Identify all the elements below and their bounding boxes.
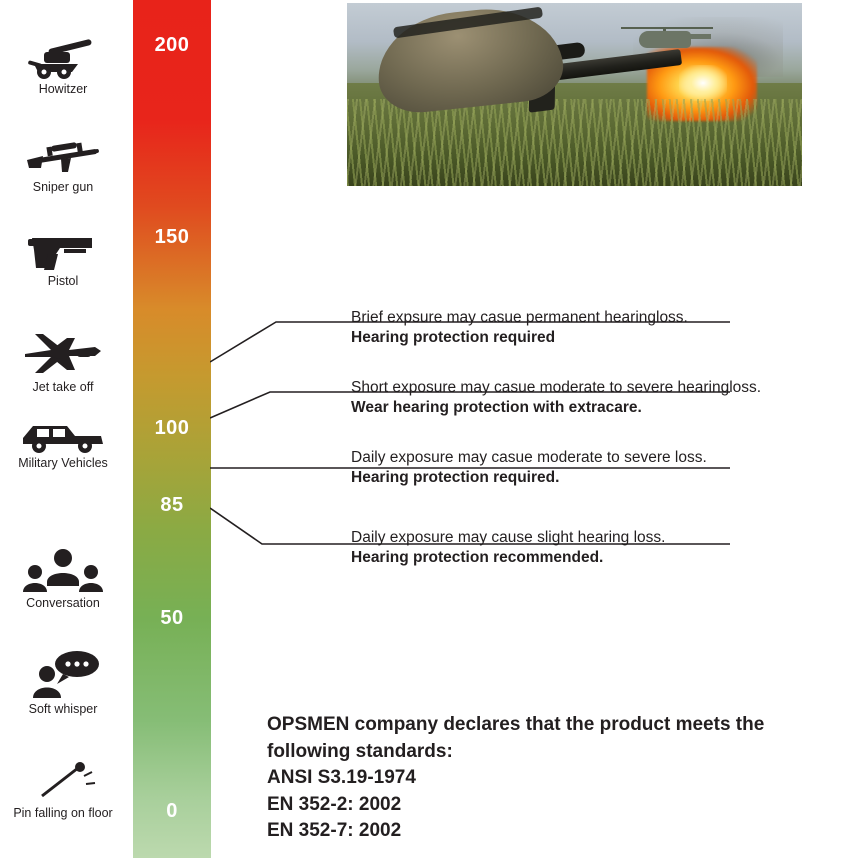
callout-description: Daily exposure may cause slight hearing loss. (351, 529, 666, 546)
hero-photo (347, 3, 802, 186)
callout-item (351, 528, 862, 568)
callout-action: Hearing protection required. (351, 469, 560, 486)
scale-tick-0: 0 (166, 800, 178, 822)
callout-item (351, 448, 862, 488)
photo-helicopter-rotor (621, 27, 713, 29)
standards-line: EN 352-7: 2002 (267, 820, 402, 841)
scale-tick-50: 50 (160, 607, 184, 629)
source-item-soft-whisper (0, 650, 126, 716)
source-label: Pin falling on floor (13, 806, 113, 820)
source-label: Jet take off (32, 380, 94, 394)
source-item-military-vehicles (0, 418, 126, 470)
scale-tick-200: 200 (154, 34, 190, 56)
standards-line: ANSI S3.19-1974 (267, 767, 416, 788)
conversation-icon (21, 548, 105, 594)
callout-description: Brief expsure may casue permanent hearingloss. (351, 309, 688, 326)
callout-group (210, 300, 862, 580)
callout-action: Hearing protection required (351, 329, 556, 346)
source-item-pin-falling (0, 762, 126, 820)
sniper-gun-icon (21, 134, 105, 178)
source-item-conversation (0, 548, 126, 610)
noise-source-list (0, 0, 126, 862)
jet-icon (21, 330, 105, 378)
pin-falling-icon (26, 762, 100, 804)
photo-helicopter (615, 19, 711, 53)
source-label: Sniper gun (32, 180, 94, 194)
source-label: Soft whisper (28, 702, 98, 716)
scale-tick-100: 100 (154, 417, 190, 439)
standards-declaration (267, 712, 857, 845)
scale-tick-85: 85 (160, 494, 184, 516)
source-item-howitzer (0, 34, 126, 96)
standards-line: OPSMEN company declares that the product meets the (267, 714, 765, 735)
whisper-icon (21, 650, 105, 700)
standards-line: following standards: (267, 740, 453, 762)
callout-description: Short exposure may casue moderate to severe hearingloss. (351, 379, 762, 396)
callout-description: Daily exposure may casue moderate to severe loss. (351, 449, 707, 466)
source-label: Military Vehicles (18, 456, 108, 470)
source-item-pistol (0, 228, 126, 288)
source-label: Conversation (26, 596, 100, 610)
callout-action: Hearing protection recommended. (351, 549, 604, 566)
source-label: Pistol (47, 274, 79, 288)
noise-level-scale-bar (133, 0, 211, 858)
callout-item (351, 308, 862, 348)
howitzer-icon (26, 34, 100, 80)
callout-action: Wear hearing protection with extracare. (351, 399, 642, 416)
photo-helicopter-body (639, 31, 691, 48)
military-vehicle-icon (17, 418, 109, 454)
scale-tick-150: 150 (154, 226, 190, 248)
photo-explosion-core (679, 65, 727, 101)
source-item-sniper-gun (0, 134, 126, 194)
callout-item (351, 378, 862, 418)
pistol-icon (26, 228, 100, 272)
standards-line: EN 352-2: 2002 (267, 793, 402, 815)
source-item-jet-take-off (0, 330, 126, 394)
photo-helicopter-tail (685, 34, 711, 39)
source-label: Howitzer (38, 82, 88, 96)
